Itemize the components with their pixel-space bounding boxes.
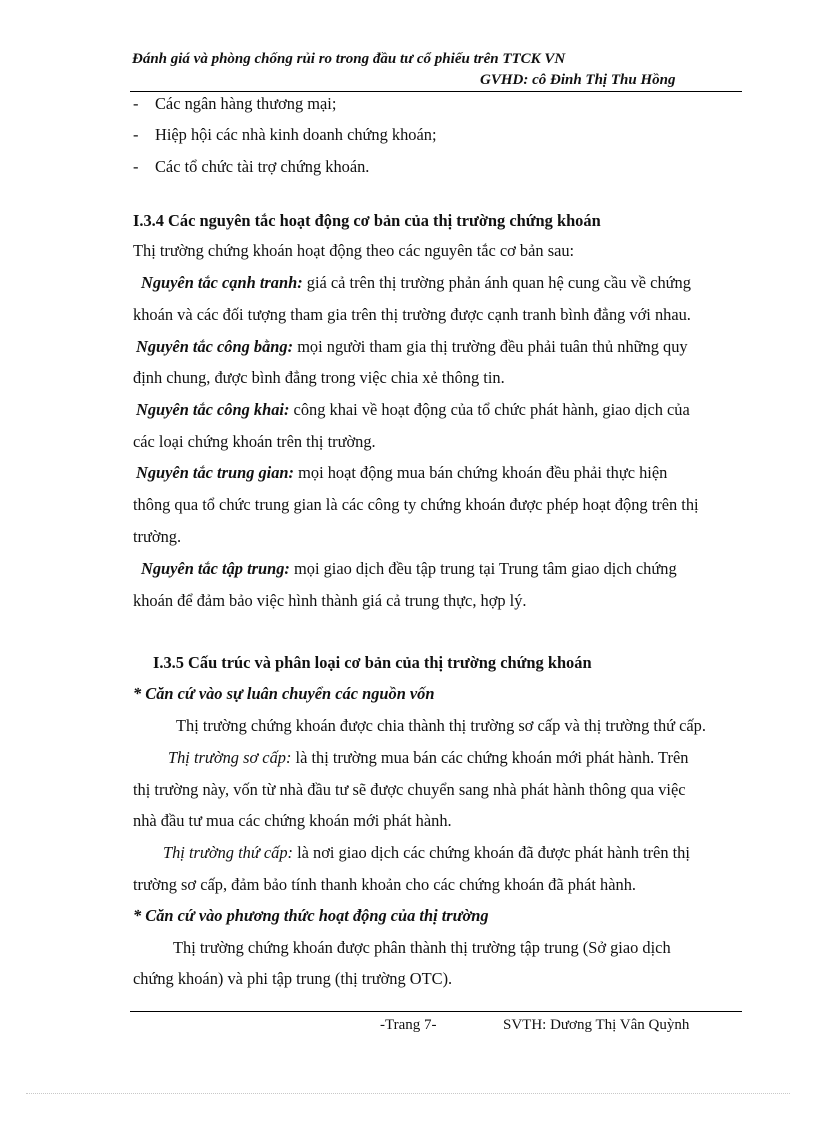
principle-text: mọi người tham gia thị trường đều phải tuân thủ những quy [297,337,688,356]
bullet-marker: - [133,125,139,144]
section-heading-135: I.3.5 Cấu trúc và phân loại cơ bản của thị trường chứng khoán [153,653,592,672]
bullet-marker: - [133,94,139,113]
market-text: thị trường này, vốn từ nhà đầu tư sẽ được chuyển sang nhà phát hành thông qua việc [133,780,686,799]
header-rule [130,91,742,92]
paragraph-line: chứng khoán) và phi tập trung (thị trường OTC). [133,969,453,988]
market-text: là thị trường mua bán các chứng khoán mới phát hành. Trên [295,748,689,767]
principle-text: định chung, được bình đẳng trong việc chia xẻ thông tin. [133,368,505,387]
principle-text: khoán để đảm bảo việc hình thành giá cả trung thực, hợp lý. [133,591,527,610]
market-label: Thị trường thứ cấp: [163,843,293,862]
principle-label: Nguyên tắc cạnh tranh: [141,273,303,292]
principle-text: khoán và các đối tượng tham gia trên thị trường được cạnh tranh bình đẳng với nhau. [133,305,691,324]
market-text: nhà đầu tư mua các chứng khoán mới phát hành. [133,811,452,830]
principle-label: Nguyên tắc trung gian: [136,463,295,482]
principle-text: giá cả trên thị trường phản ánh quan hệ cung cầu về chứng [306,273,691,292]
principle-text: các loại chứng khoán trên thị trường. [133,432,376,451]
principle-label: Nguyên tắc công khai: [136,400,290,419]
principle-line [141,559,677,579]
principle-text: công khai về hoạt động của tổ chức phát hành, giao dịch của [293,400,690,419]
principle-line [141,273,691,293]
footer-rule [130,1011,742,1012]
bullet-item: Các ngân hàng thương mại; [155,94,337,113]
market-text: trường sơ cấp, đảm bảo tính thanh khoản cho các chứng khoán đã phát hành. [133,875,637,894]
subsection-heading: * Căn cứ vào sự luân chuyển các nguồn vốn [133,684,435,703]
principle-text: mọi giao dịch đều tập trung tại Trung tâm giao dịch chứng [294,559,677,578]
section-heading-134: I.3.4 Các nguyên tắc hoạt động cơ bản của thị trường chứng khoán [133,211,601,230]
principle-label: Nguyên tắc tập trung: [141,559,290,578]
paragraph-line: Thị trường chứng khoán được phân thành thị trường tập trung (Sở giao dịch [173,938,671,957]
footer-author: SVTH: Dương Thị Vân Quỳnh [503,1017,690,1033]
subsection-intro: Thị trường chứng khoán được chia thành thị trường sơ cấp và thị trường thứ cấp. [176,716,706,735]
bullet-item: Hiệp hội các nhà kinh doanh chứng khoán; [155,125,437,144]
principle-text: trường. [133,527,182,546]
market-line [168,748,688,768]
header-title: Đánh giá và phòng chống rủi ro trong đầu tư cổ phiếu trên TTCK VN [132,51,566,67]
page-number: -Trang 7- [380,1017,437,1033]
principle-text: mọi hoạt động mua bán chứng khoán đều phải thực hiện [298,463,668,482]
page-bottom-guide [26,1093,790,1094]
principle-text: thông qua tổ chức trung gian là các công ty chứng khoán được phép hoạt động trên thị [133,495,699,514]
market-text: là nơi giao dịch các chứng khoán đã được phát hành trên thị [297,843,690,862]
subsection-heading: * Căn cứ vào phương thức hoạt động của thị trường [133,906,489,925]
principle-line [136,337,688,357]
principle-line [136,463,667,483]
principle-label: Nguyên tắc công bằng: [136,337,294,356]
header-advisor: GVHD: cô Đinh Thị Thu Hồng [480,72,676,88]
market-line [163,843,690,863]
bullet-item: Các tổ chức tài trợ chứng khoán. [155,157,370,176]
bullet-marker: - [133,157,139,176]
market-label: Thị trường sơ cấp: [168,748,292,767]
principle-line [136,400,690,420]
section-intro: Thị trường chứng khoán hoạt động theo các nguyên tắc cơ bản sau: [133,241,575,260]
